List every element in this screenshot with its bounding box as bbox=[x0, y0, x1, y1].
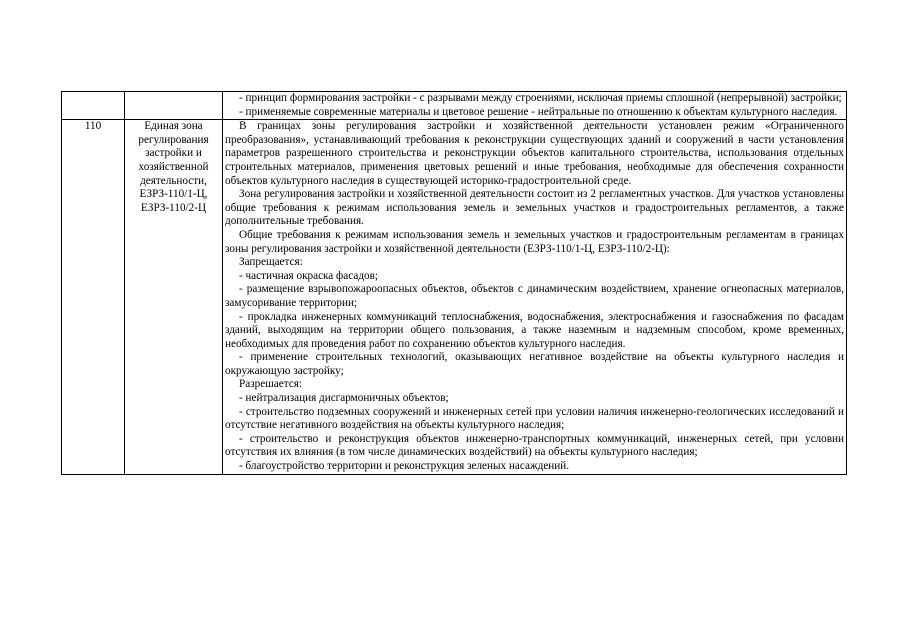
paragraph: Запрещается: bbox=[239, 256, 303, 269]
regulation-table bbox=[61, 91, 847, 475]
paragraph: - частичная окраска фасадов; bbox=[239, 269, 379, 282]
paragraph: - применение строительных технологий, оказывающих негативное воздействие на объекты культурного наследия и окружающую застройку; bbox=[225, 351, 844, 377]
paragraph: - нейтрализация дисгармоничных объектов; bbox=[239, 392, 449, 405]
paragraph: - благоустройство территории и реконструкция зеленых насаждений. bbox=[239, 460, 570, 473]
table-row bbox=[62, 92, 847, 120]
zone-name-cell bbox=[125, 92, 223, 120]
paragraph: Зона регулирования застройки и хозяйственной деятельности состоит из 2 регламентных участков. Для участков установлены общие требования к режимам использования земель и земельных участков и градостроительных регламентов, а также дополнительные требования. bbox=[225, 188, 844, 228]
paragraph: - прокладка инженерных коммуникаций теплоснабжения, водоснабжения, электроснабжения и газоснабжения по фасадам зданий, выходящим на территории общего пользования, а также наземным и надземным способом, кроме временных, необходимых для проведения работ по сохранению объектов культурного наследия. bbox=[225, 310, 844, 350]
paragraph: Разрешается: bbox=[239, 378, 302, 391]
requirements-cell bbox=[223, 120, 847, 474]
row-number-cell: 110 bbox=[62, 120, 125, 474]
paragraph: - строительство подземных сооружений и инженерных сетей при условии наличия инженерно-геологических исследований и отсутствие негативного воздействия на объекты культурного наследия; bbox=[225, 405, 844, 432]
paragraph: - принцип формирования застройки - с разрывами между строениями, исключая приемы сплошной (непрерывной) застройки; bbox=[239, 92, 842, 104]
paragraph: - применяемые современные материалы и цветовое решение - нейтральные по отношению к объектам культурного наследия. bbox=[239, 105, 838, 118]
paragraph: - строительство и реконструкция объектов инженерно-транспортных коммуникаций, инженерных сетей, при условии отсутствия их влияния (в том числе динамических воздействий) на объекты культурного наследия; bbox=[225, 432, 844, 459]
zone-name-cell: Единая зона регулирования застройки и хозяйственной деятельности, ЕЗРЗ-110/1-Ц, ЕЗРЗ-110/2-Ц bbox=[125, 120, 223, 474]
paragraph: - размещение взрывопожароопасных объектов, объектов с динамическим воздействием, хранение огнеопасных материалов, замусоривание территории; bbox=[225, 283, 844, 309]
row-number-cell bbox=[62, 92, 125, 120]
paragraph: В границах зоны регулирования застройки и хозяйственной деятельности установлен режим «Ограниченного преобразования», устанавливающий требования к реконструкции существующих зданий и сооружений в части установления параметров разрешенного строительства и реконструкции объектов капитального строительства, использования отдельных строительных материалов, применения цветовых решений и иные требования, необходимые для обеспечения сохранности объектов культурного наследия в существующей историко-градостроительной среде. bbox=[225, 120, 844, 187]
table-row bbox=[62, 120, 847, 474]
requirements-cell bbox=[223, 92, 847, 120]
paragraph: Общие требования к режимам использования земель и земельных участков и градостроительным регламентам в границах зоны регулирования застройки и хозяйственной деятельности (ЕЗРЗ-110/1-Ц, ЕЗРЗ-110/2-Ц): bbox=[225, 228, 844, 255]
